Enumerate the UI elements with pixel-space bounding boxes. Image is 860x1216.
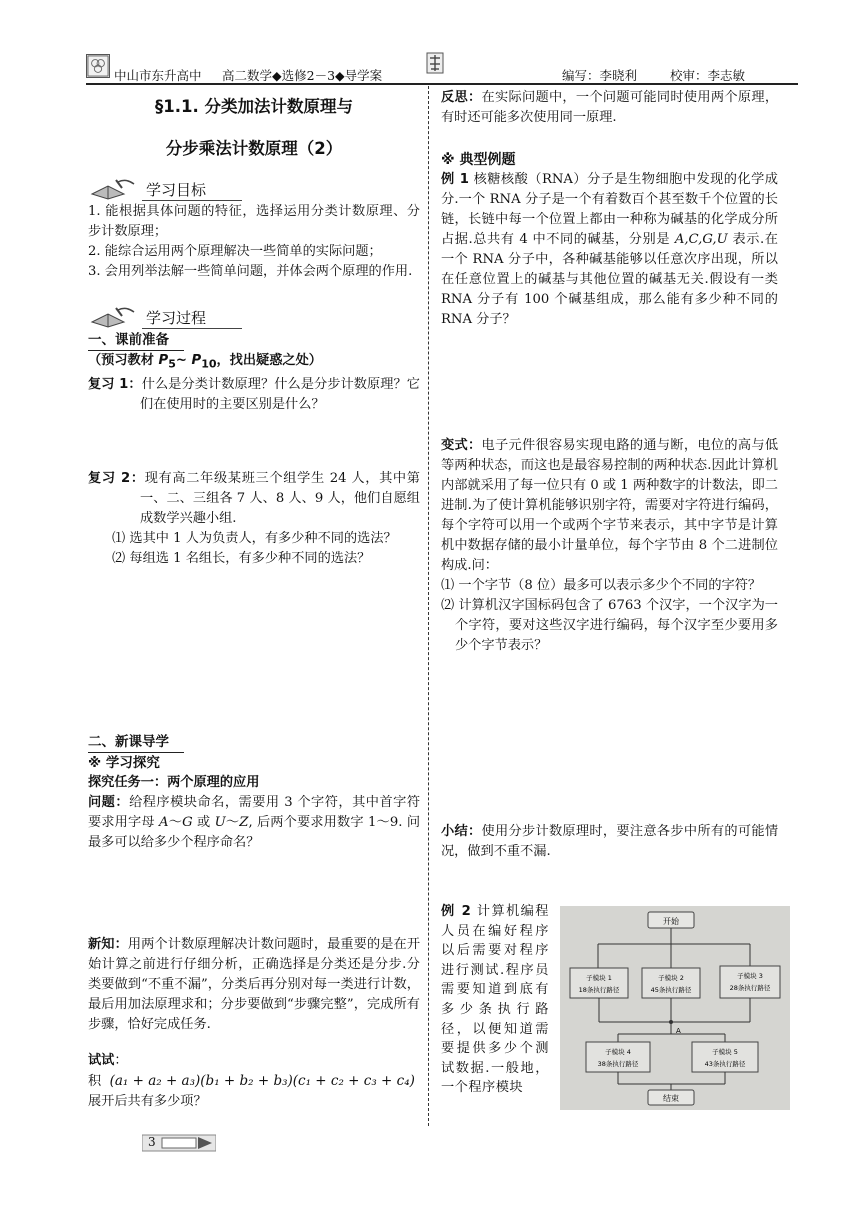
flowchart-module-2-paths: 45条执行路径 [650,986,692,994]
flowchart-module-5-paths: 43条执行路径 [704,1060,746,1068]
review-2-question-2: ⑵ 每组选 1 名组长，有多少种不同的选法？ [112,550,371,566]
section-heading-new: 二、新课导学 [88,732,184,753]
school-logo-icon [86,54,110,78]
summary: 小结：使用分步计数原理时，要注意各步中所有的可能情况，做到不重不漏. [441,824,779,859]
goals-heading-rule [142,200,242,201]
reviewer-credit: 校审：李志敏 [670,68,746,83]
preview-note: （预习教材 $P_5\sim$ $P_{10}$，找出疑惑之处） [88,353,322,371]
variant-question-2: ⑵ 计算机汉字国标码包含了 6763 个汉字，一个汉字为一个字符，要对这些汉字进行编码，每个汉字至少要用多少个字节表示？ [441,598,778,653]
process-heading [88,304,420,330]
flowchart-module-3-title: 子模块 3 [737,972,763,980]
book-icon [88,304,140,328]
flowchart-module-3-paths: 28条执行路径 [729,984,771,992]
flowchart-module-4-title: 子模块 4 [605,1048,631,1056]
school-name: 中山市东升高中 [114,68,202,83]
goal-item: 1. 能根据具体问题的特征，选择运用分类计数原理、分步计数原理； [88,204,420,239]
product-expression: (a₁ + a₂ + a₃)(b₁ + b₂ + b₃)(c₁ + c₂ + c₃ + c₄) [109,1073,415,1089]
page-header [86,50,798,84]
flowchart-start-label: 开始 [663,917,679,926]
example-2-text: 计算机编程人员在编好程序以后需要对程序进行测试.程序员需要知道到底有多少条执行路径，以便知道需要提供多少个测试数据.一般地，一个程序模块 [441,904,549,1096]
right-column [441,88,778,656]
editor-credit: 编写：李晓利 [562,68,638,83]
header-rule [86,83,798,85]
title-line-1: §1.1. 分类加法计数原理与 [155,97,353,116]
process-heading-text: 学习过程 [146,309,207,327]
problem: 问题：给程序模块命名，需要用 3 个字符，其中首字符要求用字母 A～G 或 U～Z, 后两个要求用数字 1～9. 问最多可以给多少个程序命名？ [88,795,421,850]
new-knowledge: 新知：用两个计数原理解决计数问题时，最重要的是在开始计算之前进行仔细分析，正确选择是分类还是分步.分类要做到“不重不漏”，分类后再分别对每一类进行计数，最后用加法原理求和；分步要做到“步骤完整”，完成所有步骤，恰好完成任务. [88,937,421,1032]
flowchart-module-3 [720,966,780,998]
column-divider [428,86,429,1126]
flowchart-module-5-title: 子模块 5 [712,1048,738,1056]
review-1: 复习 1：什么是分类计数原理？什么是分步计数原理？它们在使用时的主要区别是什么？ [88,376,420,412]
course-name: 高二数学◆选修2－3◆导学案 [222,68,383,83]
goals-heading [88,176,420,202]
flowchart-node-a-label: A [676,1027,681,1035]
examples-heading: ※ 典型例题 [441,152,516,168]
flowchart-module-4-paths: 38条执行路径 [597,1060,639,1068]
process-heading-rule [142,328,242,329]
explore-heading: ※ 学习探究 [88,755,160,771]
left-column [88,96,420,569]
section-heading-prep: 一、课前准备 [88,330,184,351]
example-2-label: 例 2 [441,904,472,919]
variant: 变式：电子元件很容易实现电路的通与断，电位的高与低等两种状态，而这也是最容易控制的两种状态.因此计算机内部就采用了每一位只有 0 或 1 两种数字的计数法，即二进制.为了使计算机能够识别字符，需要对字符进行编码，每个字符可以用一个或两个字节来表示，其中字节是计算机中数据存储的最小计量单位，每个字节由 8 个二进制位构成.问： [441,438,779,573]
flowchart-module-2-title: 子模块 2 [658,974,684,982]
product-question: 展开后共有多少项？ [88,1094,207,1109]
flowchart-module-1-paths: 18条执行路径 [578,986,620,994]
example-2 [441,902,549,1098]
book-icon [88,176,140,200]
goal-item: 2. 能综合运用两个原理解决一些简单的实际问题； [88,244,382,259]
flowchart-figure [560,906,790,1110]
flowchart-diagram [560,906,790,1110]
page-number: 3 [148,1135,156,1149]
seal-icon [426,52,444,74]
variant-question-1: ⑴ 一个字节（8 位）最多可以表示多少个不同的字符？ [441,578,762,593]
left-column-lower [88,732,420,1112]
product-expression-line: 积 (a₁ + a₂ + a₃)(b₁ + b₂ + b₃)(c₁ + c₂ + c₃ + c₄) [88,1073,415,1089]
reflection: 反思：在实际问题中，一个问题可能同时使用两个原理，有时还可能多次使用同一原理. [441,90,779,125]
flowchart-end-label: 结束 [663,1094,679,1103]
title-line-2: 分步乘法计数原理（2） [165,139,343,158]
summary-block [441,822,778,862]
goals-heading-text: 学习目标 [146,181,207,199]
goal-item: 3. 会用列举法解一些简单问题，并体会两个原理的作用. [88,264,413,279]
review-2: 复习 2：现有高二年级某班三个组学生 24 人，其中第一、二、三组各 7 人、8 人、9 人，他们自愿组成数学兴趣小组. [88,470,420,526]
try-heading: 试试： [88,1053,128,1068]
flowchart-module-1-title: 子模块 1 [586,974,612,982]
example-1: 例 1 核糖核酸（RNA）分子是生物细胞中发现的化学成分.一个 RNA 分子是一个有着数百个甚至数千个位置的长链，长链中每一个位置上都由一种称为碱基的化学成分所占据.总共有 4 中不同的碱基，分别是 A,C,G,U 表示.在一个 RNA 分子中，各种碱基能够以任意次序出现，所以在任意位置上的碱基与其他位置的碱基无关.假设有一类 RNA 分子有 100 个碱基组成，那么能有多少种不同的 RNA 分子？ [441,172,778,327]
review-2-question-1: ⑴ 选其中 1 人为负责人，有多少种不同的选法？ [112,530,397,546]
task-title: 探究任务一：两个原理的应用 [88,775,260,790]
